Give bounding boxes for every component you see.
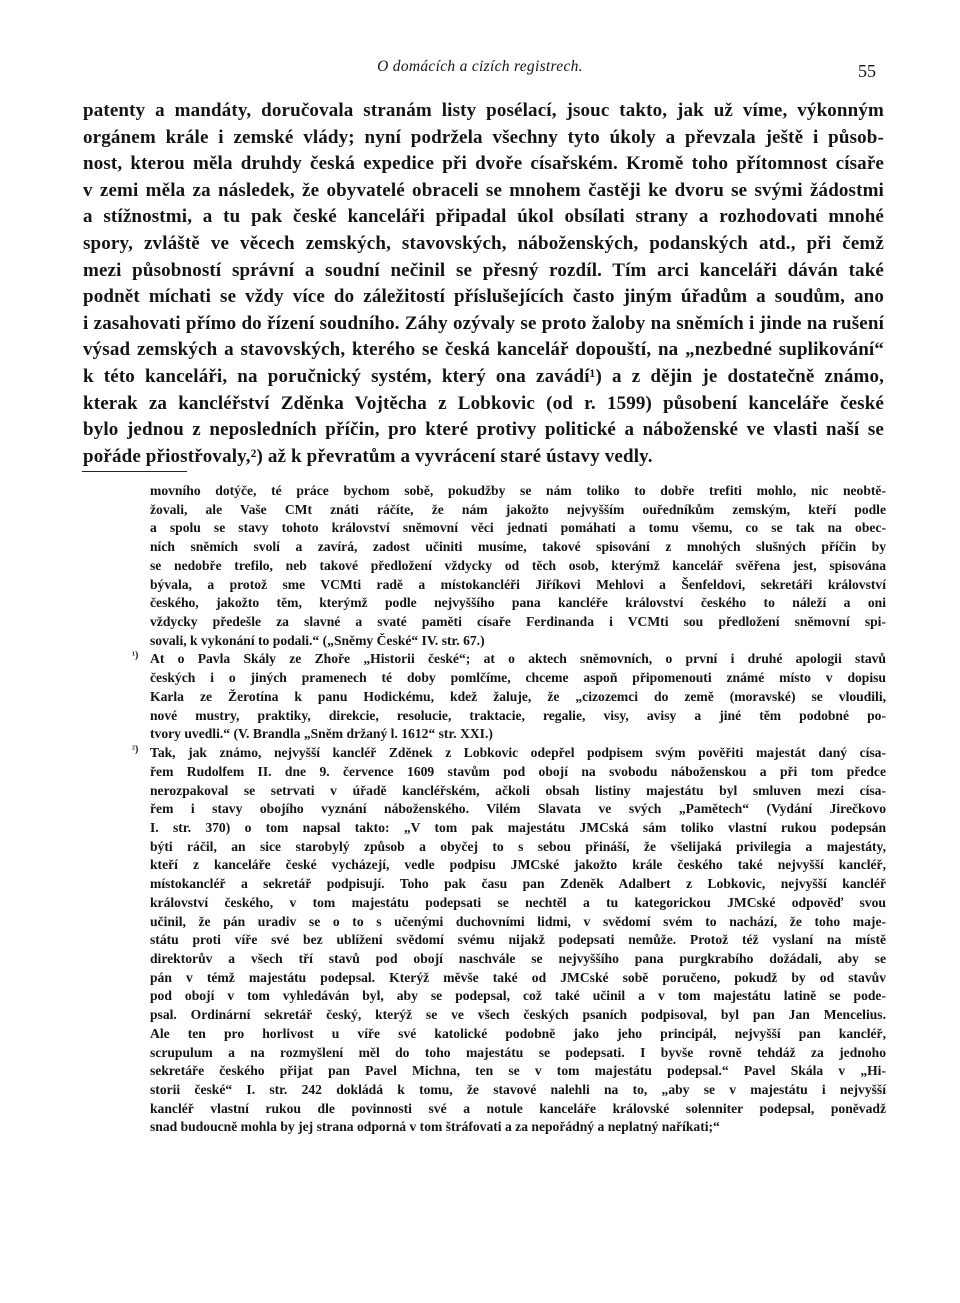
- running-title: O domácích a cizích registrech.: [377, 58, 583, 75]
- text-line: pořáde přiostřovaly,²) až k převratům a vyvrácení staré ústavy vedly.: [83, 445, 653, 467]
- text-line: podnět míchati se vždy více do záležitostí příslušejících často jiným úřadům a soudům, ano: [83, 286, 884, 308]
- text-line: k této kanceláři, na poručnický systém, který ona zavádí¹) a z dějin je dostatečně známo,: [83, 365, 884, 387]
- text-line: kterak za kancléřství Zděnka Vojtěcha z Lobkovic (od r. 1599) působení kanceláře české: [83, 392, 884, 414]
- footnote-line: snad budoucně mohla by jej strana odporná v tom štráfovati a za nepořádný a neplatný naříkati;“: [150, 1119, 720, 1135]
- text-line: výsad zemských a stavovských, kterého se česká kancelář dopouští, na „nezbedné suplikování“: [83, 339, 884, 361]
- footnote-marker: ²): [132, 744, 139, 756]
- footnote-line: storii české“ I. str. 242 dokládá k tomu, že stavové nalehli na to, „aby se v majestátu i nejvyšší: [150, 1082, 886, 1097]
- footnote-line: scrupulum a na rozmyšlení měl do toho majestátu se podepsati. I byvše rovně tehdáž za jednoho: [150, 1044, 886, 1060]
- footnote-line: bývala, a protož sme VCMti radě a místokancléři Jiříkovi Mehlovi a Šenfeldovi, sekretáři království: [150, 576, 886, 592]
- footnote-line: Ale ten pro horlivost u víře své katolické podobně jako jeho principál, nejvyšší pan kancléř,: [150, 1025, 886, 1041]
- footnote-text: At o Pavla Skály ze Zhoře „Historii české“; at o aktech sněmovních, o první i druhé apologii stavů: [150, 651, 886, 667]
- footnote-line: a spolu se stavy tohoto království sněmovní věci jednati pomáhati a tomu všemu, co se tak na obec-: [150, 520, 886, 536]
- footnote-line: kancléř vlastní rukou dle povinnosti své a notule kanceláře královské solenniter podepsal, poněvadž: [150, 1100, 886, 1116]
- text-line: mezi působností správní a soudní nečinil se přesný rozdíl. Tím arci kanceláři dáván také: [83, 259, 884, 281]
- footnote-line: sekretáře českého přijat pan Pavel Michna, ten se v tom majestátu podepsal.“ Pavel Skála v „Hi-: [150, 1063, 886, 1079]
- footnote-line: vždycky předešle za slavné a svaté paměti císaře Ferdinanda i VCMti sou předložení sněmovní spi-: [150, 614, 886, 630]
- text-line: v zemi měla za následek, že obyvatelé obraceli se mnohem častěji ke dvoru se svými žádostmi: [83, 179, 884, 201]
- text-line: orgánem krále i zemské vlády; nyní podržela všechny tyto úkoly a převzala ještě i působ-: [83, 126, 884, 148]
- footnote-line: řem Rudolfem II. dne 9. července 1609 stavům pod obojí na svobodu náboženskou a při tom předce: [150, 763, 886, 779]
- footnote-line: direktorův a všech tří stavů pod obojí naschvále se nejvyššího pana purgkrabího dožádali, aby se: [150, 950, 886, 966]
- footnote-line: [132, 744, 886, 763]
- footnote-line: místokancléř a sekretář podpisují. Toho pak času pan Zdeněk Adalbert z Lobkovic, nejvyšší kancléř: [150, 876, 886, 892]
- text-line: bylo jednou z neposledních příčin, pro které protivy politické a náboženské ve vlasti naší se: [83, 419, 884, 441]
- footnote-line: I. str. 370) o tom napsal takto: „V tom pak majestátu JMCská sám toliko vlastní rukou podepsán: [150, 819, 886, 835]
- text-line: nost, kterou měla druhdy česká expedice při dvoře císařském. Kromě toho přítomnost císaře: [83, 153, 884, 175]
- footnote-line: kteří z kanceláře české vycházejí, vedle podpisu JMCské jakožto krále českého také nejvyšší kancléř,: [150, 857, 886, 873]
- text-line: i zasahovati přímo do řízení soudního. Záhy ozývaly se proto žaloby na sněmích i jinde na rušení: [83, 312, 884, 334]
- page-number: 55: [858, 61, 876, 81]
- footnote-text: Tak, jak známo, nejvyšší kancléř Zděnek z Lobkovic odepřel podpisem svým pověřiti majestát daný císa-: [150, 745, 886, 761]
- footnote-line: movního dotýče, té práce bychom sobě, pokudžby se nám toliko to dobře trefiti mohlo, nic neobtě-: [150, 483, 886, 498]
- footnote-line: českého, jakožto těm, kterýmž podle nejvyššího pana kancléře království českého to náleží a oni: [150, 595, 886, 611]
- footnote-line: ních sněmích svolí a zavírá, zadost učiniti musíme, takové spisování z mnohých slušných příčin by: [150, 539, 886, 555]
- footnote-line: království českého, v tom majestátu podepsati se nechtěl a tu kategorickou JMCské odpověď svou: [150, 894, 886, 910]
- text-line: patenty a mandáty, doručovala stranám listy posélací, jsouc takto, jak už víme, výkonným: [83, 100, 884, 121]
- footnote-line: českých i o jiných pramenech té doby pomlčíme, chceme aspoň připomenouti známé místo v dopisu: [150, 670, 886, 686]
- footnote-line: sovali, k vykonání to podali.“ („Sněmy České“ IV. str. 67.): [150, 632, 485, 648]
- footnote-continuation: [150, 482, 886, 650]
- text-line: spory, zvláště ve věcech zemských, stavovských, náboženských, podanských atd., při čemž: [83, 232, 884, 254]
- footnote-line: nerozpakoval se setrvati v úřadě kancléřském, ačkoli obsah listiny majestátu byl smluven mezi císa-: [150, 782, 886, 798]
- footnote-2: [132, 744, 886, 1137]
- footnote-line: pán v témž majestátu podepsal. Kterýž měvše také od JMCské sobě poručeno, pokudž by od stavův: [150, 969, 886, 985]
- footnote-line: řem i stavy obojího vyznání náboženského. Vilém Slavata ve svých „Pamětech“ (Vydání Jirečkovo: [150, 801, 886, 817]
- footnote-line: [132, 650, 886, 669]
- footnote-line: psal. Ordinární sekretář český, kterýž se ve všech českých psaních podpisoval, byl pan Jan Mencelius.: [150, 1007, 886, 1023]
- footnote-line: býti ráčil, an sice starobylý způsob a obyčej to s sebou přináší, že všelijaká privilegia a majestáty,: [150, 838, 886, 854]
- main-text: [83, 98, 884, 470]
- footnote-line: Karla ze Žerotína k panu Hodickému, kdež žaluje, že „cizozemci do země (moravské) se vloudili,: [150, 688, 886, 704]
- footnote-line: žovali, ale Vaše CMt znáti ráčíte, že nám jakožto nejvyšším ouředníkům zemským, kteří podle: [150, 501, 886, 517]
- footnote-1: [132, 650, 886, 744]
- footnote-line: tvory uvedli.“ (V. Brandla „Sněm držaný l. 1612“ str. XXI.): [150, 726, 493, 742]
- text-line: a stížnostmi, a tu pak české kanceláři připadal úkol obsílati strany a rozhodovati mnohé: [83, 206, 884, 228]
- footnote-line: se nedobře trefilo, neb takové předložení vždycky od těch osob, kterýmž kancelář svěřena jest, spisována: [150, 557, 886, 573]
- footnote-line: nové mustry, praktiky, direkcie, resolucie, traktacie, regalie, visy, avisy a jiné těm podobné po-: [150, 707, 886, 723]
- footnote-line: pod obojí v tom vyhledáván byl, aby se podepsal, což také učinil a v tom majestátu latině se podе-: [150, 988, 886, 1004]
- footnote-marker: ¹): [132, 650, 139, 662]
- footnote-line: státu proti víře své bez ublížení svědomí svému nijakž podepsati nemůže. Protož též vyslaní na místě: [150, 932, 886, 948]
- page-header: [0, 58, 960, 82]
- footnote-line: učinil, že pán uradiv se o to s učenými duchovními lidmi, v svědomí svém to nachází, že toho maje-: [150, 913, 886, 929]
- footnotes: [132, 482, 886, 1137]
- footnote-divider: [82, 471, 187, 472]
